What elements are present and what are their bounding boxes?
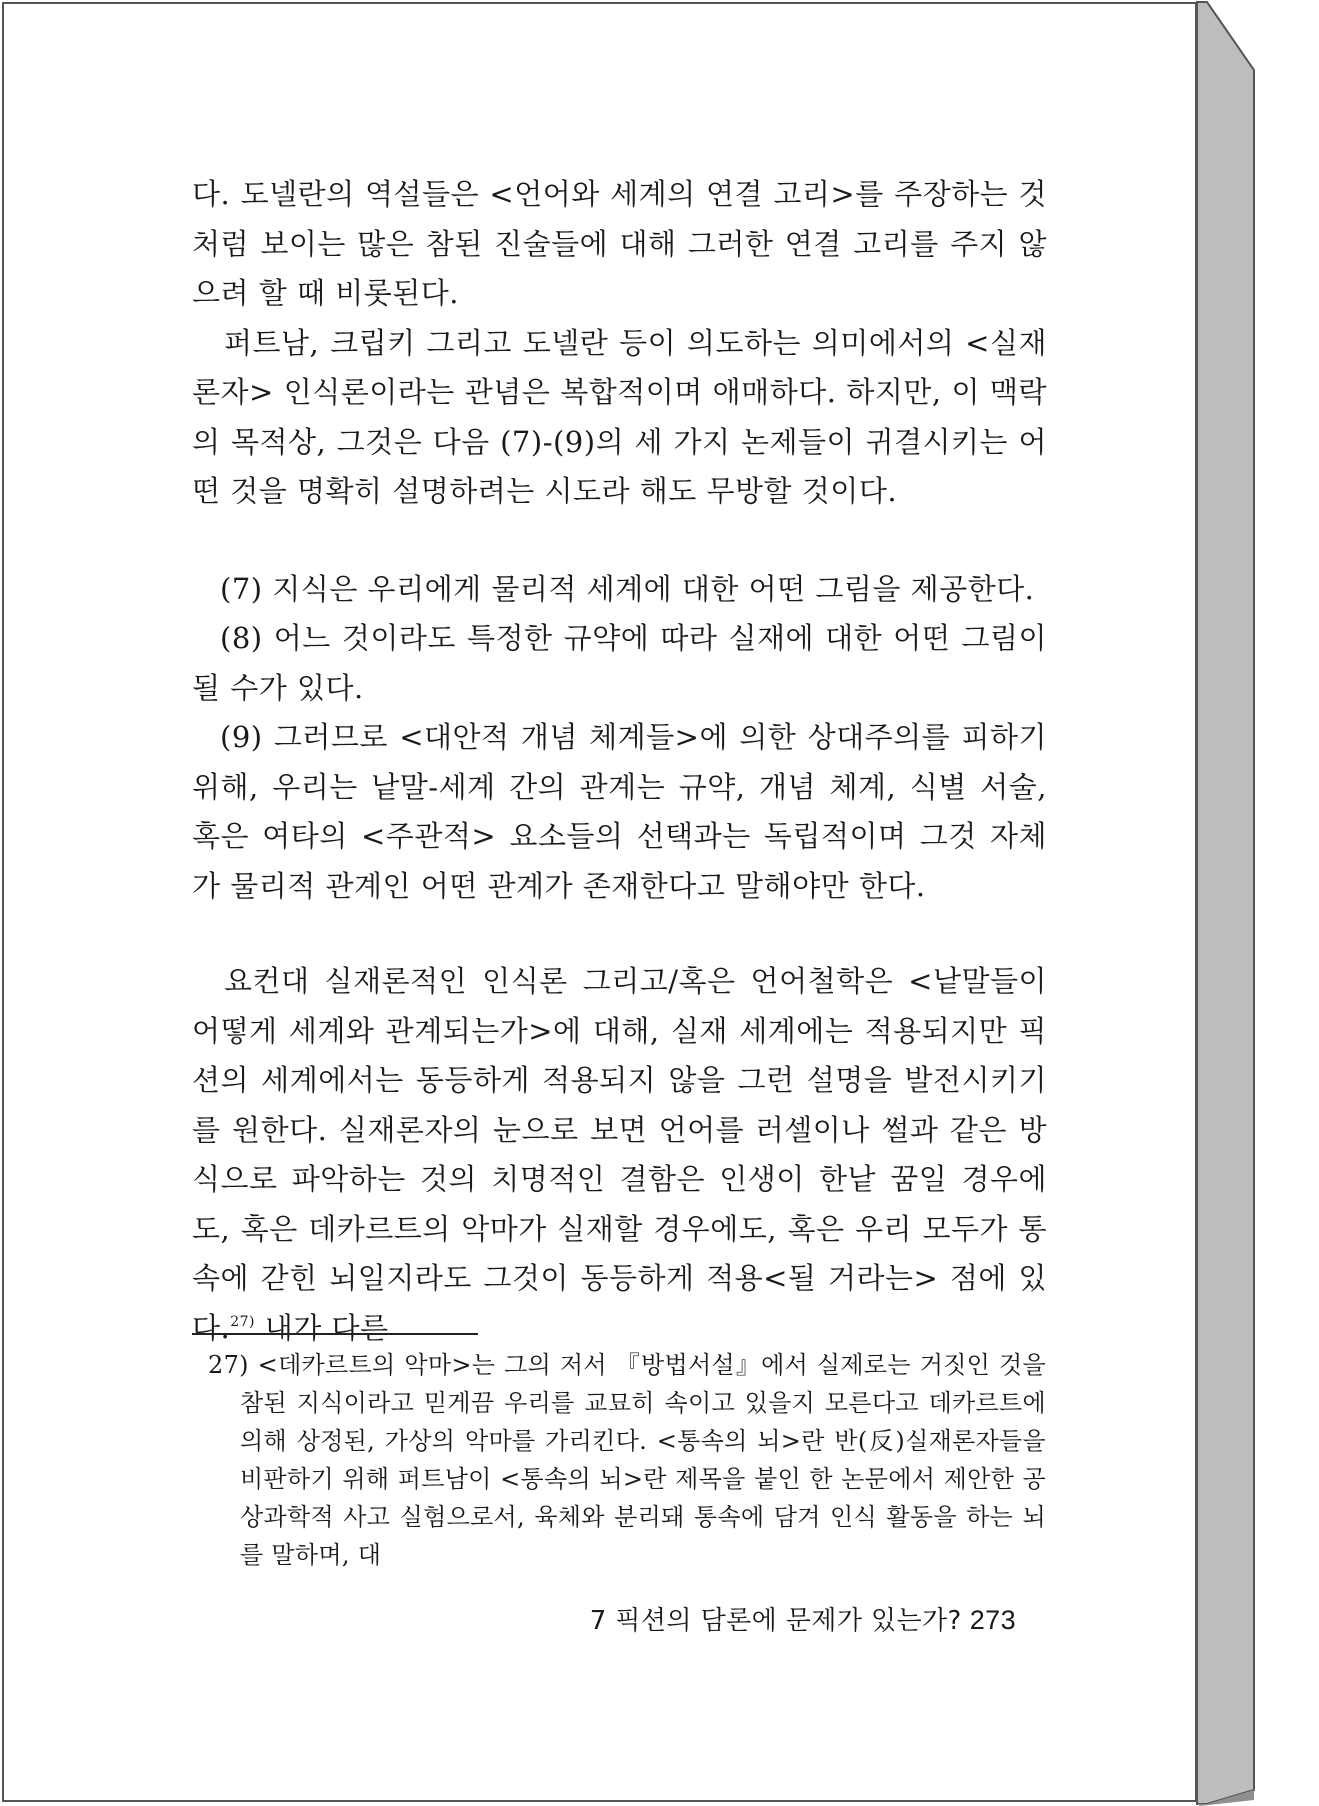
thesis-list [192,565,1047,912]
footnote-ref-27[interactable]: 27) [230,1313,256,1330]
paragraph-2: 퍼트남, 크립키 그리고 도넬란 등이 의도하는 의미에서의 <실재론자> 인식론이라는 관념은 복합적이며 애매하다. 하지만, 이 맥락의 목적상, 그것은 다음 (7)-(9)의 세 가지 논제들이 귀결시키는 어떤 것을 명확히 설명하려는 시도라 해도 무방할 것이다. [192,325,1047,508]
thesis-7: (7) 지식은 우리에게 물리적 세계에 대한 어떤 그림을 제공한다. [220,571,1035,606]
paragraph-1: 다. 도넬란의 역설들은 <언어와 세계의 연결 고리>를 주장하는 것처럼 보이는 많은 참된 진술들에 대해 그러한 연결 고리를 주지 않으려 할 때 비롯된다. [192,177,1047,310]
chapter-title: 7 픽션의 담론에 문제가 있는가? [589,1606,962,1636]
page-body [192,170,1047,1353]
thesis-9: (9) 그러므로 <대안적 개념 체계들>에 의한 상대주의를 피하기 위해, 우리는 낱말-세계 간의 관계는 규약, 개념 체계, 식별 서술, 혹은 여타의 <주관적> 요소들의 선택과는 독립적이며 그것 자체가 물리적 관계인 어떤 관계가 존재한다고 말해야만 한다. [192,720,1047,903]
page-number: 273 [969,1605,1016,1635]
paragraph-3 [192,957,1047,1353]
running-footer [590,1600,1016,1637]
footnote-27: 27) <데카르트의 악마>는 그의 저서 『방법서설』에서 실제로는 거짓인 것을 참된 지식이라고 믿게끔 우리를 교묘히 속이고 있을지 모른다고 데카르트에 의해 상정된, 가상의 악마를 가리킨다. <통속의 뇌>란 반(反)실재론자들을 비판하기 위해 퍼트남이 <통속의 뇌>란 제목을 붙인 한 논문에서 제안한 공상과학적 사고 실험으로서, 육체와 분리돼 통속에 담겨 인식 활동을 하는 뇌를 말하며, 대 [208,1351,1046,1569]
paragraph-3-tail: 내가 다른 [255,1310,389,1345]
footnote-divider [192,1333,478,1335]
footnotes [208,1346,1046,1574]
paragraph-3-text: 요컨대 실재론적인 인식론 그리고/혹은 언어철학은 <낱말들이 어떻게 세계와 관계되는가>에 대해, 실재 세계에는 적용되지만 픽션의 세계에서는 동등하게 적용되지 않을 그런 설명을 발전시키기를 원한다. 실재론자의 눈으로 보면 언어를 러셀이나 썰과 같은 방식으로 파악하는 것의 치명적인 결함은 인생이 한낱 꿈일 경우에도, 혹은 데카르트의 악마가 실재할 경우에도, 혹은 우리 모두가 통속에 갇힌 뇌일지라도 그것이 동등하게 적용<될 거라는> 점에 있다. [192,964,1047,1345]
thesis-8: (8) 어느 것이라도 특정한 규약에 따라 실재에 대한 어떤 그림이 될 수가 있다. [192,621,1047,705]
